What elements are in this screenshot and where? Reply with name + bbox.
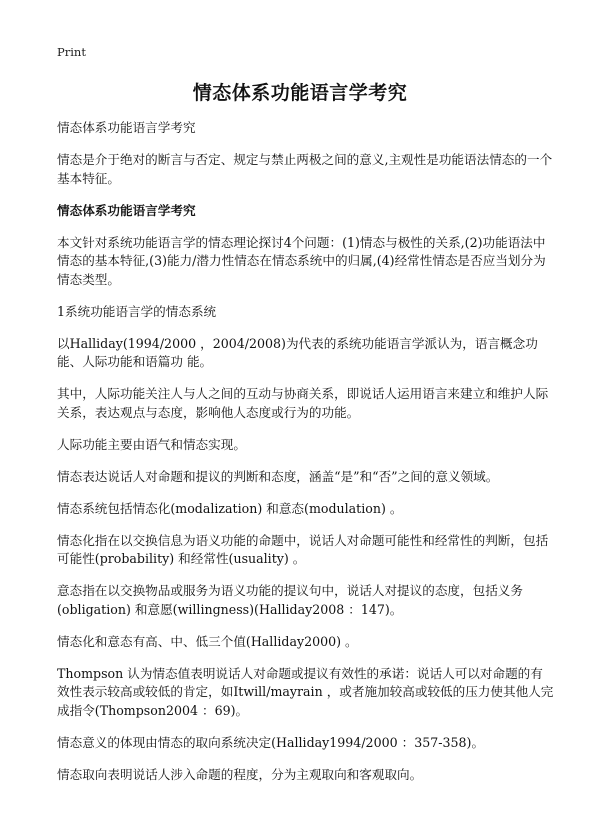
page-title: 情态体系功能语言学考究: [192, 82, 408, 104]
body-paragraph: 情态系统包括情态化(modalization) 和意态(modulation) 。: [57, 500, 403, 516]
subtitle-paragraph: 情态体系功能语言学考究: [57, 120, 196, 135]
body-paragraph: 情态意义的体现由情态的取向系统决定(Halliday1994/2000 ：357-358)。: [57, 734, 485, 750]
body-paragraph: 情态取向表明说话人涉入命题的程度，分为主观取向和客观取向。: [57, 766, 423, 782]
section-heading: 情态体系功能语言学考究: [57, 202, 196, 218]
abstract-paragraph: 情态是介于绝对的断言与否定、规定与禁止两极之间的意义,主观性是功能语法情态的一个基本特征。: [57, 152, 553, 186]
body-paragraph: 情态化和意态有高、中、低三个值(Halliday2000) 。: [57, 633, 358, 649]
article-body: [57, 119, 554, 798]
body-paragraph: 其中，人际功能关注人与人之间的互动与协商关系，即说话人运用语言来建立和维护人际关系，表达观点与态度，影响他人态度或行为的功能。: [57, 386, 549, 420]
body-paragraph: Thompson 认为情态值表明说话人对命题或提议有效性的承诺：说话人可以对命题的有效性表示较高或较低的肯定，如Itwill/mayrain ，或者施加较高或较低的压力使其他人完成指令(Thompson2004 ：69)。: [57, 665, 554, 718]
body-paragraph: 情态化指在以交换信息为语义功能的命题中，说话人对命题可能性和经常性的判断，包括可能性(probability) 和经常性(usuality) 。: [57, 532, 549, 566]
body-paragraph: 意态指在以交换物品或服务为语义功能的提议句中，说话人对提议的态度，包括义务(obligation) 和意愿(willingness)(Halliday2008 ：147)。: [57, 583, 523, 617]
body-paragraph: 人际功能主要由语气和情态实现。: [57, 436, 246, 452]
body-paragraph: 本文针对系统功能语言学的情态理论探讨4个问题：(1)情态与极性的关系,(2)功能语法中情态的基本特征,(3)能力/潜力性情态在情态系统中的归属,(4)经常性情态是否应当划分为情态类型。: [57, 234, 546, 287]
body-paragraph: 情态表达说话人对命题和提议的判断和态度，涵盖“是”和“否”之间的意义领域。: [57, 468, 499, 484]
section-heading-1: 1系统功能语言学的情态系统: [57, 303, 217, 319]
body-paragraph: 以Halliday(1994/2000 ，2004/2008)为代表的系统功能语言学派认为，语言概念功能、人际功能和语篇功 能。: [57, 335, 538, 369]
print-link[interactable]: Print: [57, 45, 86, 59]
